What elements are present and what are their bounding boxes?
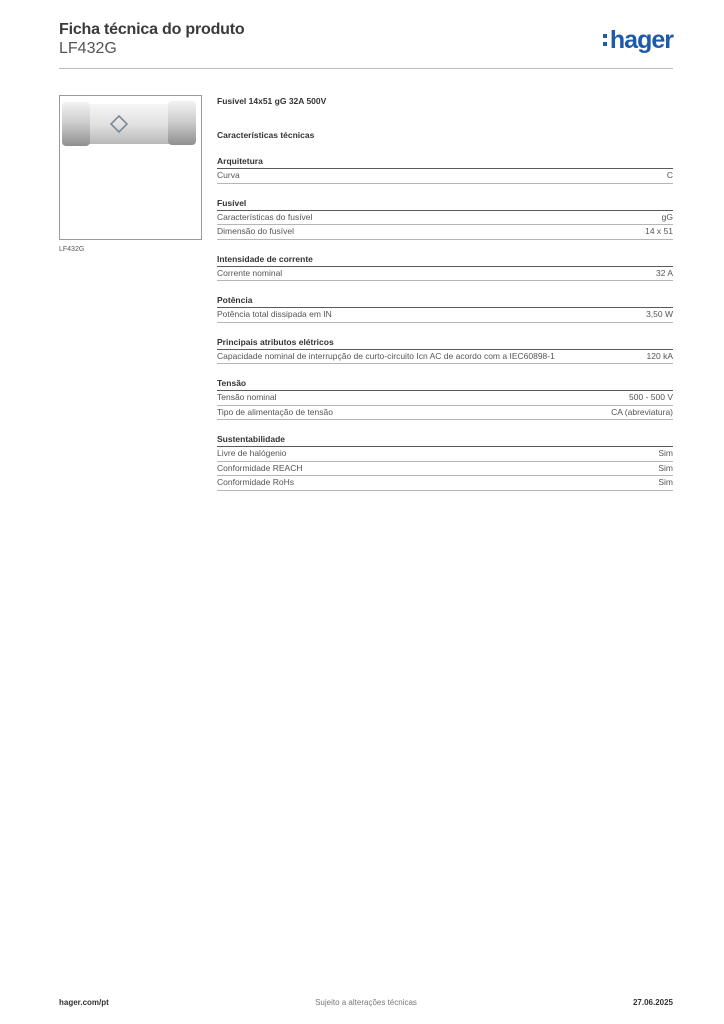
spec-label: Tensão nominal xyxy=(217,392,277,402)
product-image xyxy=(59,95,202,240)
spec-content xyxy=(217,96,673,491)
spec-row xyxy=(217,462,673,477)
spec-label: Conformidade RoHs xyxy=(217,477,295,487)
spec-label: Livre de halógenio xyxy=(217,448,287,458)
spec-section-title: Sustentabilidade xyxy=(217,434,673,447)
spec-value: C xyxy=(666,170,673,180)
spec-value: 500 - 500 V xyxy=(629,392,673,402)
spec-label: Curva xyxy=(217,170,240,180)
spec-label: Tipo de alimentação de tensão xyxy=(217,406,333,417)
spec-label: Conformidade REACH xyxy=(217,462,303,473)
specs-heading: Características técnicas xyxy=(217,130,315,140)
spec-section-title: Fusível xyxy=(217,198,673,211)
spec-label: Dimensão do fusível xyxy=(217,226,295,236)
spec-section xyxy=(217,198,673,240)
spec-value: Sim xyxy=(658,462,673,473)
spec-sections xyxy=(217,156,673,491)
spec-row xyxy=(217,350,673,365)
spec-row xyxy=(217,308,673,323)
footer-website-link[interactable]: hager.com/pt xyxy=(59,998,109,1007)
spec-section-title: Principais atributos elétricos xyxy=(217,337,673,350)
fuse-cartridge-icon xyxy=(60,96,201,239)
spec-row xyxy=(217,391,673,406)
spec-section-title: Intensidade de corrente xyxy=(217,254,673,267)
spec-row xyxy=(217,447,673,462)
spec-row xyxy=(217,267,673,282)
logo-text: hager xyxy=(609,26,673,54)
logo-dots-icon xyxy=(603,34,608,50)
spec-value: 32 A xyxy=(655,267,673,278)
spec-row xyxy=(217,169,673,184)
product-name: Fusível 14x51 gG 32A 500V xyxy=(217,96,327,106)
spec-value: 120 kA xyxy=(646,350,673,361)
spec-row xyxy=(217,406,673,421)
spec-label: Corrente nominal xyxy=(217,267,283,278)
spec-section xyxy=(217,295,673,323)
spec-value: Sim xyxy=(658,448,673,458)
spec-row xyxy=(217,211,673,226)
spec-section-title: Potência xyxy=(217,295,673,308)
image-caption: LF432G xyxy=(59,246,85,253)
spec-label: Capacidade nominal de interrupção de curto-circuito Icn AC de acordo com a IEC60898-1 xyxy=(217,350,555,361)
spec-label: Características do fusível xyxy=(217,211,313,222)
spec-section xyxy=(217,254,673,282)
spec-value: gG xyxy=(661,211,673,222)
spec-value: 14 x 51 xyxy=(645,226,673,236)
footer-date: 27.06.2025 xyxy=(632,998,673,1007)
footer-disclaimer: Sujeito a alterações técnicas xyxy=(315,998,417,1007)
spec-label: Potência total dissipada em IN xyxy=(217,309,332,319)
spec-section xyxy=(217,156,673,184)
spec-value: Sim xyxy=(658,477,673,487)
product-reference: LF432G xyxy=(59,40,117,57)
spec-row xyxy=(217,476,673,491)
hager-logo xyxy=(603,26,673,55)
spec-section-title: Tensão xyxy=(217,378,673,391)
spec-section xyxy=(217,378,673,420)
spec-value: 3,50 W xyxy=(646,309,673,319)
page-title: Ficha técnica do produto xyxy=(59,21,245,38)
spec-section-title: Arquitetura xyxy=(217,156,673,169)
header-divider xyxy=(59,68,673,69)
spec-value: CA (abreviatura) xyxy=(611,406,673,417)
spec-row xyxy=(217,225,673,240)
spec-section xyxy=(217,337,673,365)
page-header xyxy=(59,18,673,70)
spec-section xyxy=(217,434,673,491)
